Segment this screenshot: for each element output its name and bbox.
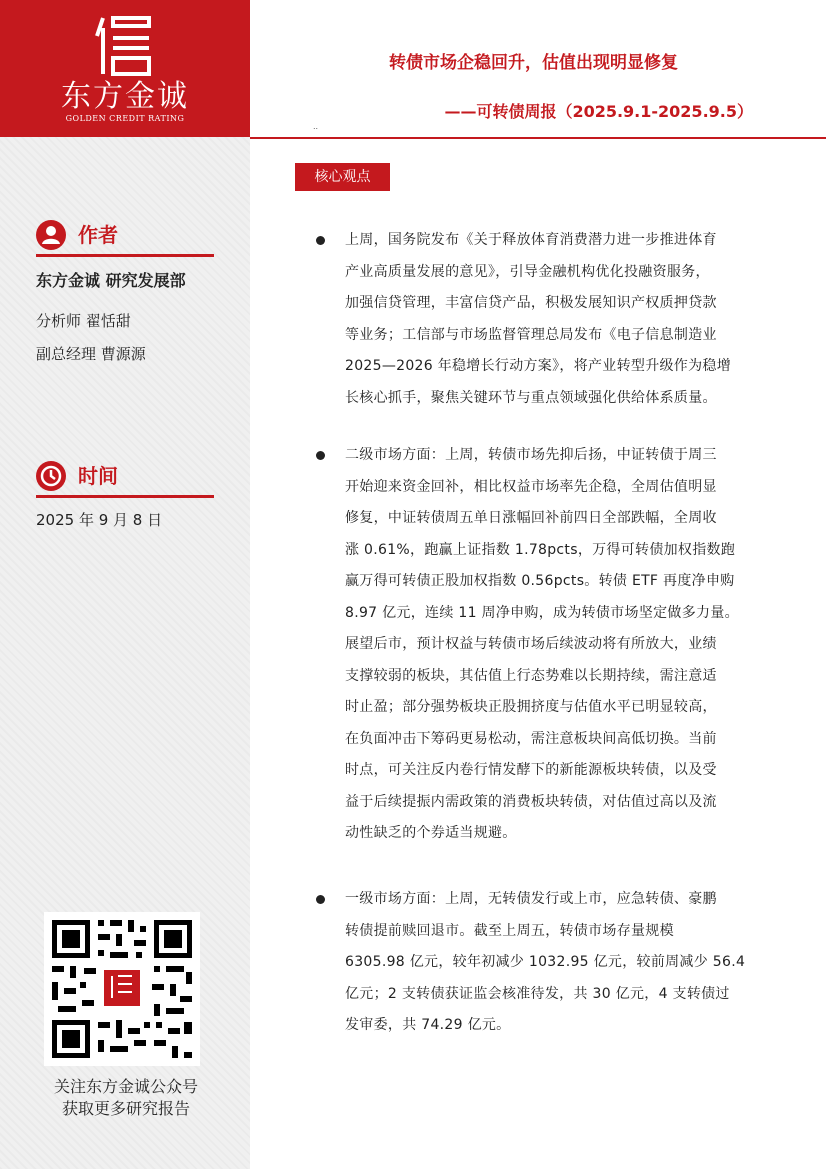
person-icon	[36, 220, 66, 250]
paragraph-line: 涨 0.61%，跑赢上证指数 1.78pcts，万得可转债加权指数跑	[345, 541, 736, 558]
qr-caption-line-2: 获取更多研究报告	[61, 1099, 190, 1118]
time-section-header	[36, 459, 214, 498]
paragraph-line: 益于后续提振内需政策的消费板块转债，对估值过高以及流	[345, 793, 717, 810]
paragraph-line: 开始迎来资金回补，相比权益市场率先企稳，全周估值明显	[345, 478, 717, 495]
qr-code	[44, 912, 200, 1066]
bullet-dot	[316, 236, 325, 245]
org-name: 东方金诚 研究发展部	[36, 271, 186, 290]
core-view-label: 核心观点	[295, 163, 390, 191]
paragraph-line: 上周，国务院发布《关于释放体育消费潜力进一步推进体育	[345, 232, 717, 248]
paragraph-line: 支撑较弱的板块，其估值上行态势难以长期持续，需注意适	[345, 667, 717, 684]
paragraph-line: 时点，可关注反内卷行情发酵下的新能源板块转债，以及受	[345, 762, 717, 778]
qr-caption-line-1: 关注东方金诚公众号	[53, 1077, 198, 1096]
paragraph-line: 赢万得可转债正股加权指数 0.56pcts。转债 ETF 再度净申购	[345, 573, 735, 589]
header-divider	[250, 137, 826, 139]
author-title: 作者	[78, 223, 118, 247]
paragraph-line: 二级市场方面：上周，转债市场先抑后扬，中证转债于周三	[345, 447, 717, 463]
brand-subtitle: GOLDEN CREDIT RATING	[65, 114, 185, 123]
paragraph-line: 转债提前赎回退市。截至上周五，转债市场存量规模	[345, 922, 674, 939]
analyst-name: 分析师 翟恬甜	[36, 312, 131, 330]
paragraph-line: 发审委，共 74.29 亿元。	[345, 1017, 511, 1033]
brand-logo	[0, 0, 250, 137]
manager-name: 副总经理 曹源源	[36, 345, 146, 363]
bullet-paragraph-secondary-market	[345, 440, 765, 850]
clock-icon	[36, 461, 66, 491]
paragraph-line: 8.97 亿元，连续 11 周净申购，成为转债市场坚定做多力量。	[345, 604, 739, 621]
paragraph-line: 在负面冲击下筹码更易松动，需注意板块间高低切换。当前	[345, 730, 717, 747]
paragraph-line: 等业务；工信部与市场监督管理总局发布《电子信息制造业	[345, 326, 717, 343]
header-dots: ..	[313, 122, 319, 131]
report-date: 2025 年 9 月 8 日	[36, 511, 163, 529]
paragraph-line: 动性缺乏的个券适当规避。	[345, 825, 517, 841]
report-title: 转债市场企稳回升，估值出现明显修复	[389, 53, 678, 73]
sidebar	[0, 0, 250, 1169]
paragraph-line: 修复，中证转债周五单日涨幅回补前四日全部跌幅，全周收	[345, 510, 717, 526]
bullet-paragraph-policy	[345, 225, 765, 414]
report-subtitle: ——可转债周报（2025.9.1-2025.9.5）	[444, 102, 753, 121]
paragraph-line: 一级市场方面：上周，无转债发行或上市，应急转债、豪鹏	[345, 891, 717, 907]
brand-name: 东方金诚	[61, 79, 189, 114]
paragraph-line: 展望后市，预计权益与转债市场后续波动将有所放大，业绩	[345, 636, 717, 652]
time-title: 时间	[78, 464, 118, 488]
bullet-dot	[316, 895, 325, 904]
bullet-dot	[316, 451, 325, 460]
paragraph-line: 长核心抓手，聚焦关键环节与重点领域强化供给体系质量。	[345, 389, 717, 406]
author-section-header	[36, 218, 214, 257]
paragraph-line: 亿元；2 支转债获证监会核准待发，共 30 亿元，4 支转债过	[345, 985, 730, 1002]
paragraph-line: 2025—2026 年稳增长行动方案》，将产业转型升级作为稳增	[345, 358, 732, 374]
paragraph-line: 时止盈；部分强势板块正股拥挤度与估值水平已明显较高，	[345, 699, 717, 715]
bullet-paragraph-primary-market	[345, 884, 765, 1042]
paragraph-line: 6305.98 亿元，较年初减少 1032.95 亿元，较前周减少 56.4	[345, 954, 746, 970]
brand-mark-icon	[93, 14, 153, 78]
paragraph-line: 加强信贷管理，丰富信贷产品，积极发展知识产权质押贷款	[345, 295, 717, 311]
paragraph-line: 产业高质量发展的意见》，引导金融机构优化投融资服务，	[345, 263, 710, 280]
